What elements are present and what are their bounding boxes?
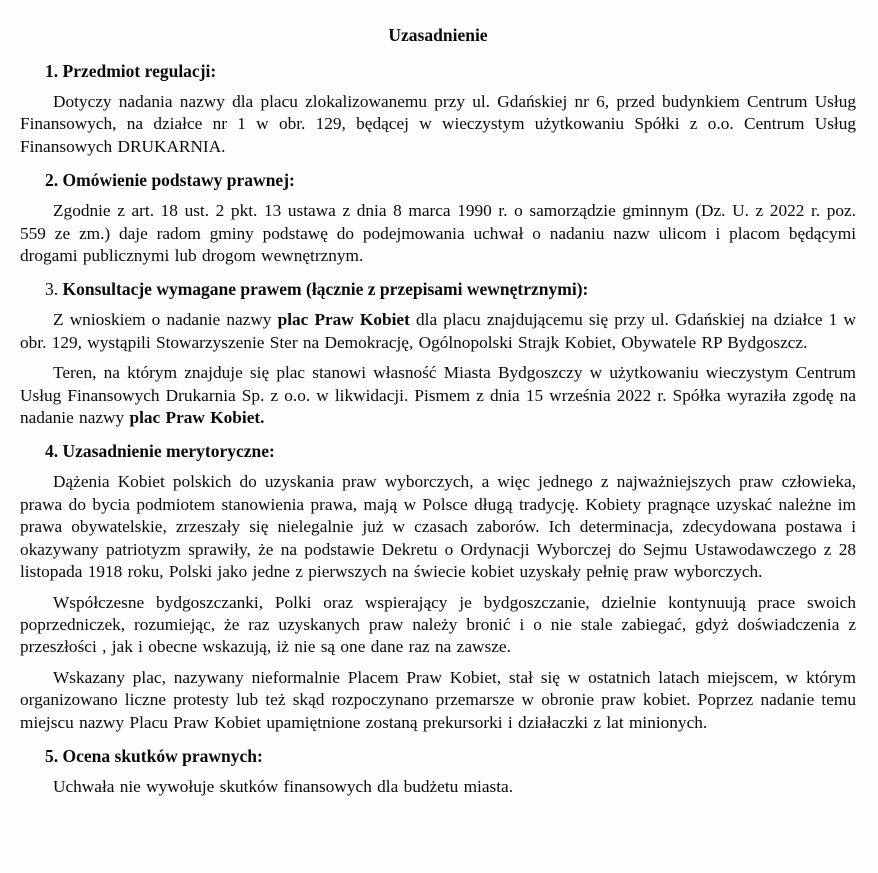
section-heading — [20, 440, 856, 463]
text-run: Dążenia Kobiet polskich do uzyskania praw wyborczych, a więc jednego z najważniejszych praw człowieka, prawa do bycia podmiotem stanowienia prawa, mają w Polsce długą tradycję. Kobiety pragnące uzyskać należne im prawa obywatelskie, zrzeszały się nielegalnie już w czasach zaborów. Ich determinacja, zdecydowana postawa i okazywany patriotyzm sprawiły, że na podstawie Dekretu o Ordynacji Wyborczej do Sejmu Ustawodawczego z 28 listopada 1918 roku, Polski jako jedne z pierwszych na świecie kobiet uzyskały pełnię praw wyborczych. — [20, 472, 856, 582]
bold-text-run: 1. Przedmiot regulacji: — [45, 61, 217, 81]
document-section-4 — [20, 440, 856, 733]
text-run: Uchwała nie wywołuje skutków finansowych dla budżetu miasta. — [53, 776, 514, 796]
section-heading — [20, 745, 856, 768]
document-section-2 — [20, 169, 856, 267]
section-heading — [20, 169, 856, 192]
document-section-1 — [20, 60, 856, 158]
text-run: Teren, na którym znajduje się plac stanowi własność Miasta Bydgoszczy w użytkowaniu wieczystym Centrum Usług Finansowych Drukarnia Sp. z o.o. w likwidacji. Pismem z dnia 15 września 2022 r. Spółka wyraziła zgodę na nadanie nazwy — [20, 363, 856, 428]
paragraph — [20, 667, 856, 734]
text-run: 3 — [45, 279, 54, 300]
text-run: Wskazany plac, nazywany nieformalnie Placem Praw Kobiet, stał się w ostatnich latach miejscem, w którym organizowano liczne protesty lub też skąd rozpoczynano przemarsze w obronie praw kobiet. Poprzez nadanie temu miejscu nazwy Placu Praw Kobiet upamiętnione zostaną prekursorki i działaczki z lat minionych. — [20, 667, 856, 732]
paragraph — [20, 362, 856, 429]
bold-text-run: plac Praw Kobiet — [277, 310, 410, 330]
text-run: Współczesne bydgoszczanki, Polki oraz wspierający je bydgoszczanie, dzielnie kontynuują prace swoich poprzedniczek, rozumiejąc, że raz uzyskanych praw należy bronić i o nie stale zabiegać, gdyż doświadczenia z przeszłości , jak i obecne wskazują, iż nie są one dane raz na zawsze. — [20, 592, 856, 657]
document-body — [20, 60, 856, 798]
paragraph — [20, 91, 856, 158]
text-run: Zgodnie z art. 18 ust. 2 pkt. 13 ustawa z dnia 8 marca 1990 r. o samorządzie gminnym (Dz. U. z 2022 r. poz. 559 ze zm.) daje radom gminy podstawę do podejmowania uchwał o nadaniu nazw ulicom i placom będącymi drogami publicznymi lub drogom wewnętrznym. — [20, 201, 856, 266]
text-run: Dotyczy nadania nazwy dla placu zlokalizowanemu przy ul. Gdańskiej nr 6, przed budynkiem Centrum Usług Finansowych, na działce nr 1 w obr. 129, będącej w wieczystym użytkowaniu Spółki z o.o. Centrum Usług Finansowych DRUKARNIA. — [20, 92, 856, 156]
bold-text-run: 2. Omówienie podstawy prawnej: — [45, 170, 295, 191]
section-heading — [20, 278, 856, 301]
text-run: dla placu znajdującemu się przy ul. Gdańskiej na działce 1 w obr. 129, wystąpili Stowarzyszenie Ster na Demokrację, Ogólnopolski Strajk Kobiet, Obywatele RP Bydgoszcz. — [20, 310, 856, 352]
bold-text-run: Konsultacje wymagane prawem (łącznie z przepisami wewnętrznymi): — [62, 279, 589, 300]
paragraph — [20, 471, 856, 583]
document-title: Uzasadnienie — [388, 25, 488, 45]
paragraph — [20, 592, 856, 659]
bold-text-run: plac Praw Kobiet. — [129, 408, 265, 428]
bold-text-run: 4. Uzasadnienie merytoryczne: — [45, 441, 275, 462]
paragraph — [20, 309, 856, 354]
text-run: Z wnioskiem o nadanie nazwy — [53, 310, 278, 330]
document-section-3 — [20, 278, 856, 429]
paragraph — [20, 776, 856, 798]
text-run: . — [53, 279, 63, 300]
section-heading — [20, 60, 856, 83]
paragraph — [20, 200, 856, 267]
document-section-5 — [20, 745, 856, 798]
bold-text-run: 5. Ocena skutków prawnych: — [45, 745, 263, 766]
